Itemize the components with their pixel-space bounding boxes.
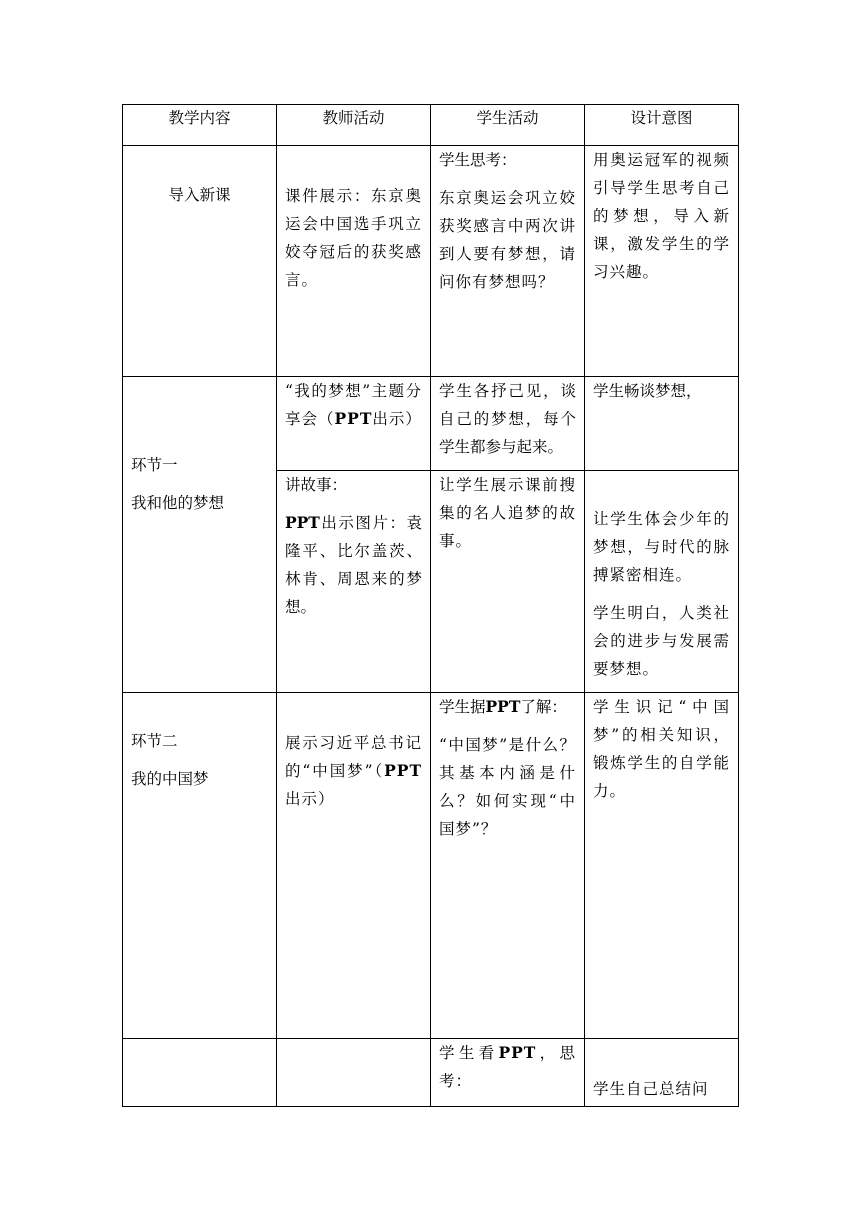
intent-text: 学生明白，人类社会的进步与发展需要梦想。 xyxy=(593,604,730,678)
teacher-text: 展示习近平总书记的“中国梦”（PPT出示） xyxy=(285,734,422,808)
cell-intent xyxy=(585,471,739,693)
ppt-term: PPT xyxy=(285,513,320,532)
ppt-term: PPT xyxy=(485,697,521,716)
header-content xyxy=(123,105,277,146)
intent-text: 学生畅谈梦想， xyxy=(593,382,702,400)
cell-student xyxy=(431,1039,585,1107)
header-intent xyxy=(585,105,739,146)
teacher-text: “我的梦想”主题分享会（PPT出示） xyxy=(285,382,422,428)
student-text: 东京奥运会巩立姣获奖感言中两次讲到人要有梦想，请问你有梦想吗？ xyxy=(439,189,576,291)
header-intent-label: 设计意图 xyxy=(630,109,693,127)
cell-student xyxy=(431,693,585,1039)
table-row xyxy=(123,146,739,377)
cell-content xyxy=(123,1039,277,1107)
section-title: 我和他的梦想 xyxy=(131,494,225,512)
teacher-text-label: 讲故事： xyxy=(285,476,348,494)
teacher-text: 课件展示：东京奥运会中国选手巩立姣夺冠后的获奖感言。 xyxy=(285,187,422,289)
cell-content xyxy=(123,146,277,377)
header-student-label: 学生活动 xyxy=(476,109,539,127)
cell-student xyxy=(431,377,585,471)
table-row xyxy=(123,377,739,471)
student-text: “中国梦”是什么？其基本内涵是什么？如何实现“中国梦”？ xyxy=(439,736,576,838)
cell-teacher xyxy=(277,471,431,693)
student-text-label: 学生思考： xyxy=(439,151,517,169)
section-title: 我的中国梦 xyxy=(131,770,209,788)
cell-teacher xyxy=(277,1039,431,1107)
table-row xyxy=(123,693,739,1039)
cell-intent xyxy=(585,693,739,1039)
header-teacher xyxy=(277,105,431,146)
student-text: 让学生展示课前搜集的名人追梦的故事。 xyxy=(439,476,576,550)
intent-text: 学生识记“中国梦”的相关知识，锻炼学生的自学能力。 xyxy=(593,698,730,800)
ppt-term: PPT xyxy=(334,409,373,428)
table-row xyxy=(123,1039,739,1107)
student-text: 学生看PPT，思考： xyxy=(439,1043,576,1090)
cell-teacher xyxy=(277,377,431,471)
cell-student xyxy=(431,471,585,693)
teacher-text: PPT出示图片：袁隆平、比尔盖茨、林肯、周恩来的梦想。 xyxy=(285,513,422,616)
cell-intent xyxy=(585,377,739,471)
cell-intent xyxy=(585,1039,739,1107)
intent-text: 学生自己总结问 xyxy=(593,1080,709,1098)
ppt-term: PPT xyxy=(498,1043,537,1062)
cell-teacher xyxy=(277,146,431,377)
section-title: 导入新课 xyxy=(168,186,231,204)
cell-student xyxy=(431,146,585,377)
cell-content xyxy=(123,377,277,693)
header-content-label: 教学内容 xyxy=(168,109,231,127)
header-student xyxy=(431,105,585,146)
intent-text: 用奥运冠军的视频引导学生思考自己的梦想，导入新课，激发学生的学习兴趣。 xyxy=(593,151,730,281)
section-label: 环节二 xyxy=(131,732,178,750)
cell-content xyxy=(123,693,277,1039)
intent-text: 让学生体会少年的梦想，与时代的脉搏紧密相连。 xyxy=(593,510,730,584)
cell-teacher xyxy=(277,693,431,1039)
student-text-label: 学生据PPT了解： xyxy=(439,697,567,716)
header-teacher-label: 教师活动 xyxy=(322,109,385,127)
header-row xyxy=(123,105,739,146)
student-text: 学生各抒己见，谈自己的梦想，每个学生都参与起来。 xyxy=(439,382,576,456)
cell-intent xyxy=(585,146,739,377)
section-label: 环节一 xyxy=(131,456,178,474)
ppt-term: PPT xyxy=(384,761,422,780)
lesson-plan-table xyxy=(122,104,739,1107)
